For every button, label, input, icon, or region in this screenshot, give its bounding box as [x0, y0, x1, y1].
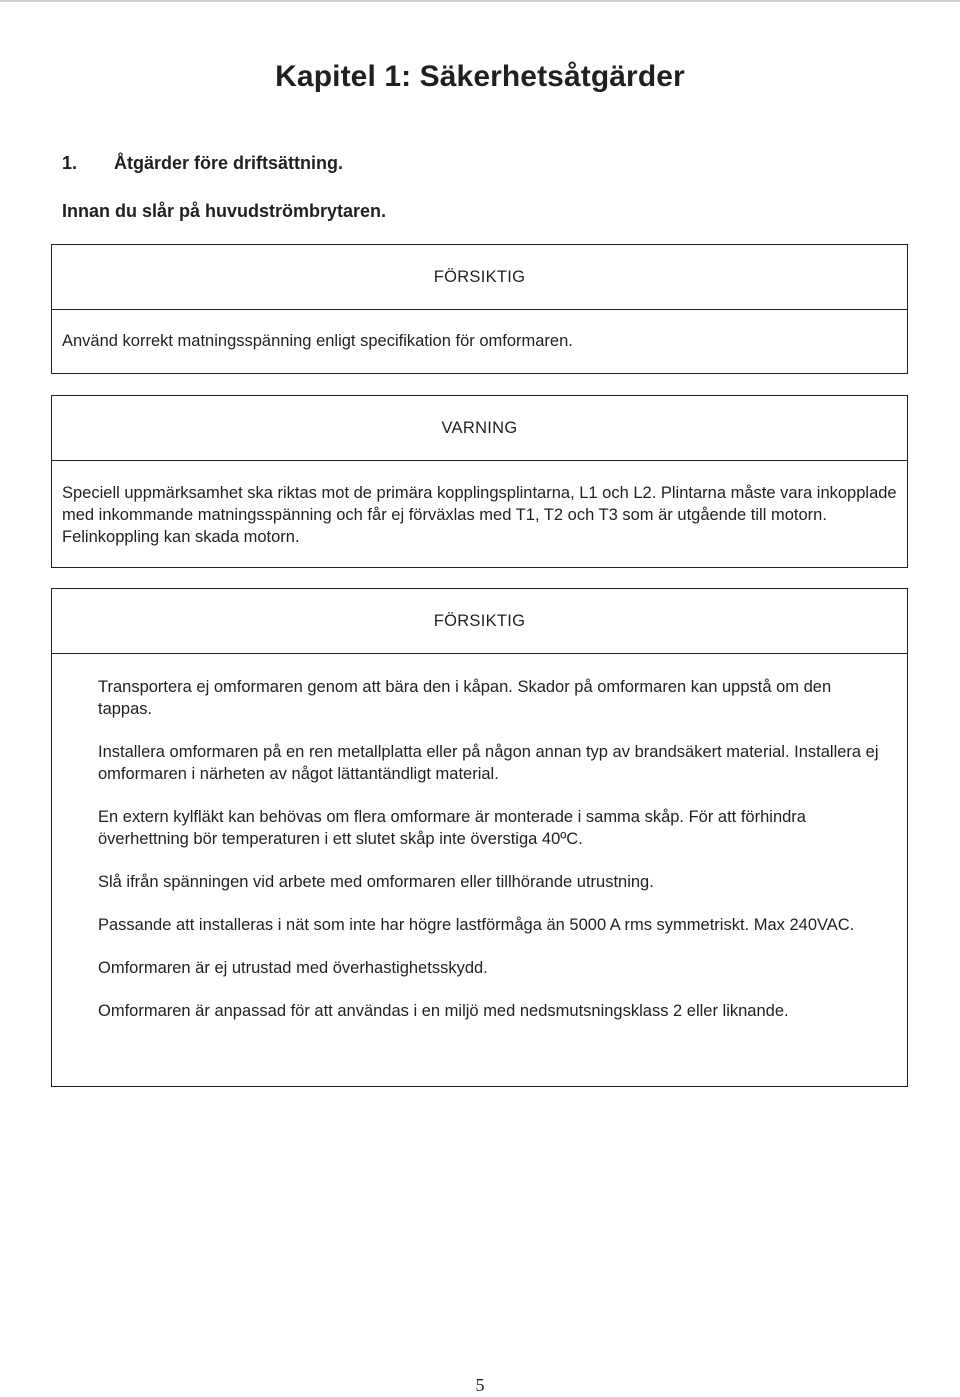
page-number: 5 [475, 1375, 485, 1395]
caution-paragraph-cooling: En extern kylfläkt kan behövas om flera omformare är monterade i samma skåp. För att förhindra överhettning bör temperaturen i ett slutet skåp inte överstiga 40ºC. [98, 808, 806, 848]
caution-box-1-heading: FÖRSIKTIG [52, 245, 907, 310]
caution-paragraph-power-off: Slå ifrån spänningen vid arbete med omformaren eller tillhörande utrustning. [98, 873, 654, 891]
subheading: Innan du slår på huvudströmbrytaren. [62, 201, 387, 221]
warning-box [51, 395, 908, 568]
caution-box-1-body [52, 310, 907, 352]
caution-paragraph-installation: Installera omformaren på en ren metallplatta eller på någon annan typ av brandsäkert material. Installera ej omformaren i närheten av något lättantändligt material. [98, 743, 879, 783]
caution-paragraph-overspeed: Omformaren är ej utrustad med överhastighetsskydd. [98, 959, 488, 977]
section-number: 1. [62, 153, 78, 173]
caution-box-1 [51, 244, 908, 374]
warning-box-paragraph: Speciell uppmärksamhet ska riktas mot de primära kopplingsplintarna, L1 och L2. Plintarna måste vara inkopplade med inkommande matningsspänning och får ej förväxlas med T1, T2 och T3 som är utgående till motorn. Felinkoppling kan skada motorn. [62, 484, 897, 546]
caution-box-2-body [52, 654, 907, 1022]
warning-box-heading: VARNING [52, 396, 907, 461]
caution-box-2 [51, 588, 908, 1087]
caution-paragraph-transport: Transportera ej omformaren genom att bära den i kåpan. Skador på omformaren kan uppstå om den tappas. [98, 678, 832, 718]
warning-box-body [52, 461, 907, 548]
section-heading [62, 153, 343, 174]
top-rule [0, 0, 960, 2]
caution-box-1-paragraph: Använd korrekt matningsspänning enligt specifikation för omformaren. [62, 332, 573, 350]
chapter-title: Kapitel 1: Säkerhetsåtgärder [275, 60, 685, 93]
caution-paragraph-network: Passande att installeras i nät som inte har högre lastförmåga än 5000 A rms symmetriskt. Max 240VAC. [98, 916, 855, 934]
caution-paragraph-pollution: Omformaren är anpassad för att användas i en miljö med nedsmutsningsklass 2 eller liknande. [98, 1002, 789, 1020]
section-title: Åtgärder före driftsättning. [114, 153, 344, 173]
caution-box-2-heading: FÖRSIKTIG [52, 589, 907, 654]
